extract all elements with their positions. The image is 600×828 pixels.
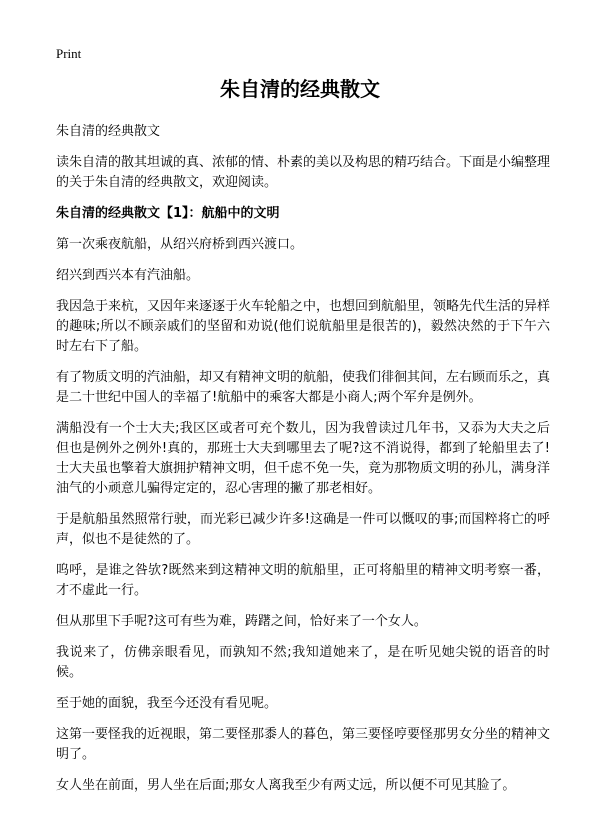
body-paragraph-11: 这第一要怪我的近视眼，第二要怪那黍人的暮色，第三要怪哼要怪那男女分坐的精神文明了。 [56,727,551,762]
intro-paragraph: 读朱自清的散其坦诚的真、浓郁的情、朴素的美以及构思的精巧结合。下面是小编整理的关于朱自清的经典散文，欢迎阅读。 [56,155,551,190]
page-title: 朱自清的经典散文 [220,77,380,101]
body-paragraph-8: 但从那里下手呢?这可有些为难，踌躇之间，恰好来了一个女人。 [56,614,427,629]
body-paragraph-2: 绍兴到西兴本有汽油船。 [56,268,200,283]
body-paragraph-9: 我说来了，仿佛亲眼看见，而孰知不然;我知道她来了，是在听见她尖锐的语音的时候。 [56,645,550,680]
article-body [56,122,550,796]
body-paragraph-3: 我因急于来杭，又因年来逐逐于火车轮船之中，也想回到航船里，领略先代生活的异样的趣味;所以不顾亲戚们的坚留和劝说(他们说航船里是很苦的)，毅然决然的于下午六时左右下了船。 [56,299,551,354]
body-paragraph-7: 呜呼，是谁之咎欤?既然来到这精神文明的航船里，正可将船里的精神文明考察一番，才不虚此一行。 [56,563,550,598]
section-heading: 朱自清的经典散文【1】：航船中的文明 [56,206,280,221]
body-paragraph-1: 第一次乘夜航船，从绍兴府桥到西兴渡口。 [56,237,304,252]
body-paragraph-6: 于是航船虽然照常行驶，而光彩已减少许多!这确是一件可以慨叹的事;而国粹将亡的呼声，似也不是徒然的了。 [56,512,550,547]
body-paragraph-12: 女人坐在前面，男人坐在后面;那女人离我至少有两丈远，所以便不可见其脸了。 [56,778,516,793]
subtitle-paragraph: 朱自清的经典散文 [56,124,161,139]
print-link[interactable]: Print [56,46,82,61]
body-paragraph-5: 满船没有一个士大夫;我区区或者可充个数儿，因为我曾读过几年书，又忝为大夫之后但也是例外之例外!真的，那班士大夫到哪里去了呢?这不消说得，都到了轮船里去了!士大夫虽也擎着大旗拥护精神文明，但千虑不免一失，竟为那物质文明的孙儿，满身洋油气的小顽意儿骗得定定的，忍心害理的撇了那老相好。 [56,421,551,496]
body-paragraph-10: 至于她的面貌，我至今还没有看见呢。 [56,696,278,711]
body-paragraph-4: 有了物质文明的汽油船，却又有精神文明的航船，使我们徘徊其间，左右顾而乐之，真是二十世纪中国人的幸福了!航船中的乘客大都是小商人;两个军弁是例外。 [56,370,551,405]
